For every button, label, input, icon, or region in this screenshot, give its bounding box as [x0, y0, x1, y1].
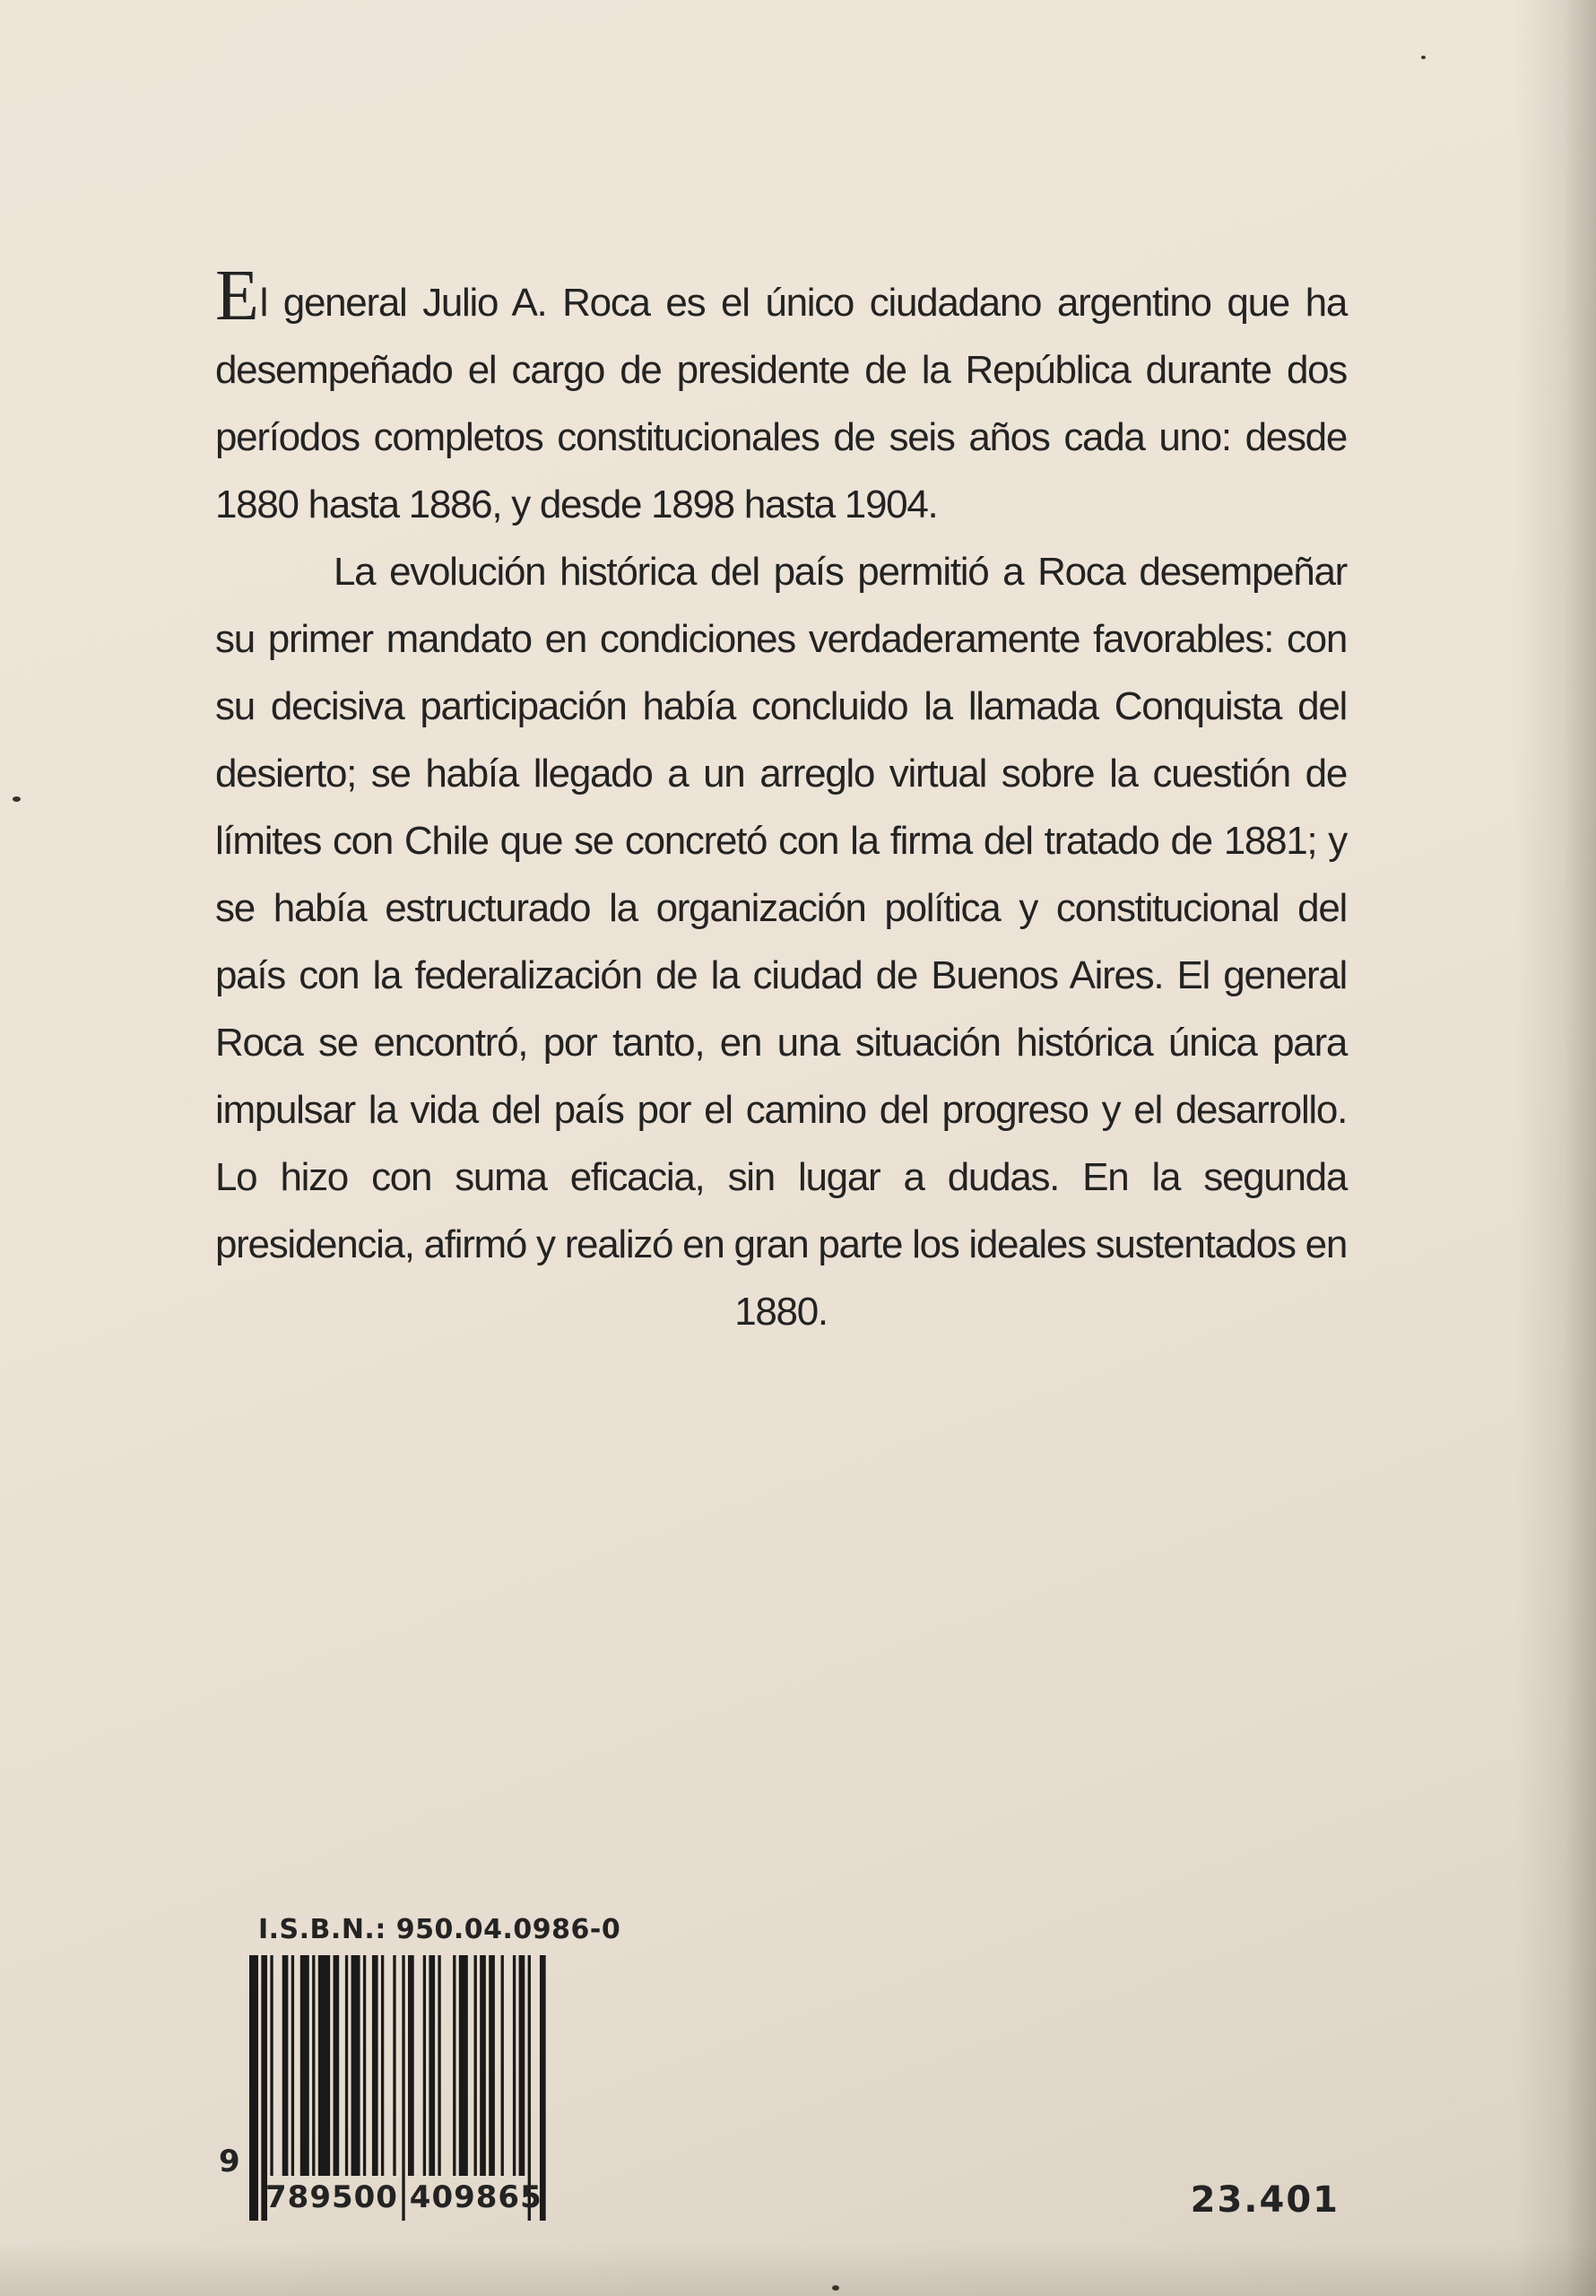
- barcode-bar: [363, 1955, 366, 2176]
- barcode-bar: [334, 1955, 340, 2176]
- blurb-paragraph-1: [215, 257, 1347, 538]
- barcode-bar: [249, 1955, 258, 2221]
- isbn-label: I.S.B.N.: 950.04.0986-0: [258, 1914, 621, 1945]
- barcode-bar: [429, 1955, 435, 2176]
- barcode-bar: [372, 1955, 378, 2176]
- back-cover-blurb: [215, 257, 1347, 1345]
- paper-speck: [1421, 56, 1426, 59]
- barcode-bar: [423, 1955, 426, 2176]
- barcode-bar: [474, 1955, 477, 2176]
- barcode-bar: [408, 1955, 414, 2176]
- barcode-bar: [459, 1955, 468, 2176]
- barcode-lead-digit: 9: [219, 2144, 240, 2179]
- paper-speck: [832, 2285, 839, 2291]
- barcode-bar: [318, 1955, 330, 2176]
- barcode-bar: [270, 1955, 273, 2176]
- paper-speck: [13, 796, 21, 802]
- catalog-number: 23.401: [1190, 2179, 1340, 2221]
- drop-cap: E: [215, 257, 258, 335]
- page-edge-shadow: [1515, 0, 1596, 2296]
- barcode-bar: [519, 1955, 525, 2176]
- blurb-paragraph-2: La evolución histórica del país permitió a Roca desempeñar su primer mandato en condiciones verdaderamente favorables: con su decisiva participación había concluido la llamada Conquista del desierto; se había llegado a un arreglo virtual sobre la cuestión de límites con Chile que se concretó con la firma del tratado de 1881; y se había estructurado la organización política y constitucional del país con la federalización de la ciudad de Buenos Aires. El general Roca se encontró, por tanto, en una situación histórica única para impulsar la vida del país por el camino del progreso y el desarrollo. Lo hizo con suma eficacia, sin lugar a dudas. En la segunda presidencia, afirmó y realizó en gran parte los ideales sustentados en 1880.: [215, 550, 1347, 1334]
- barcode-bar: [438, 1955, 440, 2176]
- barcode-bar: [282, 1955, 289, 2176]
- blurb-paragraph-1-text: l general Julio A. Roca es el único ciudadano argentino que ha desempeñado el cargo de presidente de la República durante dos períodos completos constitucionales de seis años cada uno: desde 1880 hasta 1886, y desde 1898 hasta 1904.: [215, 281, 1347, 526]
- barcode-bar: [501, 1955, 504, 2176]
- barcode-bar: [300, 1955, 309, 2176]
- page-bottom-shadow: [0, 2242, 1596, 2296]
- barcode-bar: [513, 1955, 516, 2176]
- barcode-bar: [291, 1955, 294, 2176]
- barcode-digits: 789500 409865: [265, 2179, 542, 2215]
- barcode-bar: [312, 1955, 315, 2176]
- barcode-bar: [393, 1955, 395, 2176]
- barcode-bar: [480, 1955, 486, 2176]
- barcode-bar: [453, 1955, 455, 2176]
- barcode-bar: [489, 1955, 495, 2176]
- barcode-bar: [381, 1955, 384, 2176]
- barcode-bar: [351, 1955, 360, 2176]
- barcode-bar: [345, 1955, 348, 2176]
